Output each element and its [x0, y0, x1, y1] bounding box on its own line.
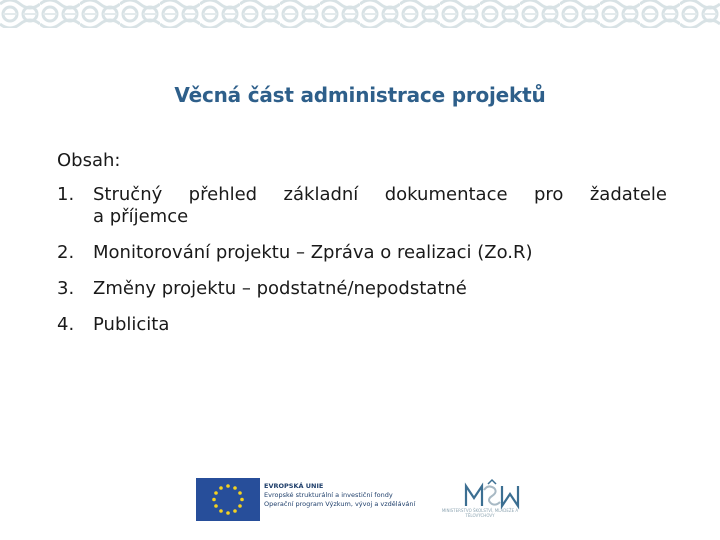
eu-operational-programme-text — [264, 482, 436, 509]
footer-logos — [196, 476, 536, 524]
eu-flag-icon — [196, 478, 260, 521]
slide-content — [57, 150, 667, 350]
list-item-text: Změny projektu – podstatné/nepodstatné — [93, 278, 467, 299]
eu-line-1: EVROPSKÁ UNIE — [264, 482, 324, 490]
list-item-text-line: a příjemce — [93, 206, 189, 227]
list-item-number: 1. — [57, 184, 75, 205]
list-item-number: 3. — [57, 278, 75, 299]
list-item-number: 4. — [57, 314, 75, 335]
contents-heading: Obsah: — [57, 150, 121, 171]
decorative-pattern-strip — [0, 0, 720, 28]
eu-line-3: Operační program Výzkum, vývoj a vzdělávání — [264, 500, 416, 508]
list-item-text-line: Stručný přehled základní dokumentace pro žadatele — [93, 184, 667, 205]
msmt-caption: MINISTERSTVO ŠKOLSTVÍ, MLÁDEŽE A TĚLOVÝCHOVY — [441, 508, 519, 518]
eu-line-2: Evropské strukturální a investiční fondy — [264, 491, 393, 499]
list-item — [57, 314, 667, 336]
slide-title: Věcná část administrace projektů — [174, 83, 546, 107]
list-item — [57, 184, 667, 228]
list-item-text — [93, 184, 667, 228]
list-item-text: Publicita — [93, 314, 170, 335]
list-item — [57, 242, 667, 264]
list-item-text: Monitorování projektu – Zpráva o realizaci (Zo.R) — [93, 242, 533, 263]
list-item-number: 2. — [57, 242, 75, 263]
list-item — [57, 278, 667, 300]
